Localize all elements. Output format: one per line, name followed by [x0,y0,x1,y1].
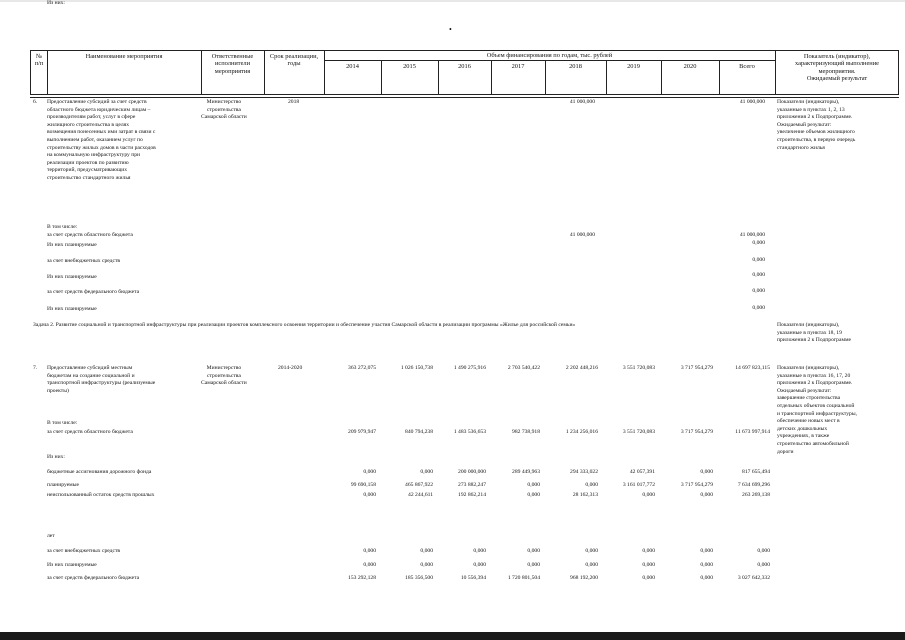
row7-line-value: 0,000 [642,492,655,498]
row7-line-label: бюджетные ассигнования дорожного фонда [47,469,152,475]
row7-line-value: 0,000 [363,492,376,498]
header-funding-title: Объем финансирования по годам, тыс. рублей [486,52,613,59]
row7-line-label: Из них: [47,0,65,6]
row7-line-value: 0,000 [585,548,598,554]
row7-line-value: 0,000 [420,469,433,475]
header-name: Наименование мероприятия [85,53,163,60]
row6-planned2: Из них планируемые [47,274,97,280]
task2-text: Задача 2. Развитие социальной и транспортной инфраструктуры при реализации проектов комплексного освоения территории и обеспечение участия Самарской области в реализации программы «Жилье для российской семьи» [33,322,576,328]
scan-edge-top [0,0,905,2]
row7-value-1: 1 026 150,738 [400,365,433,371]
row7-line-value: 3 551 720,083 [622,429,655,435]
row7-line-value: 465 867,922 [405,482,433,488]
header-num: № п/п [34,53,44,68]
row7-line-value: 1 234 256,016 [565,429,598,435]
row6-name: Предоставление субсидий за счет средств областного бюджета юридическим лицам – производителям работ, услуг в сфере жилищного строительства в целях возмещения понесенных ими затрат в связи с выполнением работ, оказанием услуг по строительству жилых домов в части расходов на коммунальную инфраструктуру при реализации проектов по развитию территорий, предусматривающих строительство стандартного жилья [47,99,156,181]
row7-line-value: 3 717 954,279 [680,482,713,488]
row7-line-value: 192 862,214 [458,492,486,498]
row6-extra-total: 0,000 [752,257,765,263]
row7-line-label: за счет внебюджетных средств [47,548,121,554]
row7-line-value: 0,000 [700,548,713,554]
row7-line-value: 0,000 [700,492,713,498]
header-year-2018: 2018 [569,63,582,70]
row7-line-value: 185 356,500 [405,575,433,581]
row7-line-value: 0,000 [642,548,655,554]
row7-line-value: 153 292,128 [348,575,376,581]
page-mark: • [449,25,452,34]
row7-line-value: 28 162,313 [572,492,598,498]
row6-planned2-total: 0,000 [752,272,765,278]
row6-federal: за счет средств федерального бюджета [47,289,140,295]
row7-line-value: 42 057,391 [629,469,655,475]
row7-line-label: лет [47,533,55,539]
header-year-2016: 2016 [458,63,471,70]
row6-federal-total: 0,000 [752,288,765,294]
row7-line-value: 3 717 954,279 [680,429,713,435]
row6-total: 41 000,000 [739,99,765,105]
header-year-2015: 2015 [403,63,416,70]
row6-2018: 41 000,000 [569,99,595,105]
row7-line-value: 0,000 [527,548,540,554]
row7-line-value: 3 161 017,772 [622,482,655,488]
table-header [30,50,899,95]
row7-value-0: 363 272,075 [348,365,376,371]
row7-line-value: 0,000 [363,548,376,554]
row7-line-value: 0,000 [420,548,433,554]
row7-line-value: 0,000 [527,492,540,498]
row6-extra: за счет внебюджетных средств [47,258,121,264]
row7-line-label: Из них планируемые [47,562,97,568]
row7-line-value: 0,000 [473,548,486,554]
header-year-2020: 2020 [683,63,697,70]
row7-line-value: 209 979,947 [348,429,376,435]
row7-line-value: 11 673 997,914 [735,429,770,435]
row7-line-value: 289 449,963 [512,469,540,475]
row7-line-value: 10 556,394 [460,575,486,581]
row7-term: 2014-2020 [278,365,303,371]
row6-planned: Из них планируемые [47,242,97,248]
row7-line-value: 200 000,000 [458,469,486,475]
row6-planned-total: 0,000 [752,240,765,246]
row7-line-value: 263 269,138 [742,492,770,498]
row7-line-value: 7 634 699,296 [737,482,770,488]
row7-line-value: 0,000 [363,562,376,568]
row7-line-value: 0,000 [642,562,655,568]
row6-regional-2018: 41 000,000 [569,232,595,238]
row6-regional: за счет средств областного бюджета [47,232,133,238]
row7-line-label: Из них: [47,454,65,460]
header-responsible: Ответственные исполнители мероприятия [211,53,254,75]
row7-line-value: 42 244,611 [408,492,433,498]
row6-regional-total: 41 000,000 [739,232,765,238]
row7-line-label: за счет средств областного бюджета [47,429,133,435]
row7-value-5: 3 551 720,083 [622,365,655,371]
header-total: Всего [739,63,755,70]
row7-line-label: за счет средств федерального бюджета [47,575,140,581]
row7-line-value: 0,000 [700,575,713,581]
row7-line-value: 273 882,247 [458,482,486,488]
row7-value-6: 3 717 954,279 [680,365,713,371]
row6-indicator: Показатели (индикаторы), указанные в пунктах 1, 2, 13 приложения 2 к Подпрограмме. Ожидаемый результат: увеличение объемов жилищного строительства, в первую очередь стандартного жилья [777,99,856,151]
row6-incl: В том числе: [47,224,78,230]
header-year-2014: 2014 [346,63,359,70]
row6-responsible: Министерство строительства Самарской области [201,99,247,121]
row7-line-value: 0,000 [700,469,713,475]
row7-line-value: 0,000 [527,482,540,488]
row7-line-value: 968 192,200 [570,575,598,581]
row7-responsible: Министерство строительства Самарской области [201,365,247,387]
row7-indicator: Показатели (индикаторы), указанные в пунктах 16, 17, 20 приложения 2 к Подпрограмме. Ожидаемый результат: завершение строительства отдельных объектов социальной и транспортной инфраструктуры, обеспечение новых мест в детских дошкольных учреждениях, в также строительство автомобильной дороги [777,365,857,455]
row7-line-value: 0,000 [700,562,713,568]
row7-line-value: 1 720 801,504 [507,575,540,581]
row7-line-value: 1 483 536,653 [453,429,486,435]
row7-line-value: 0,000 [527,562,540,568]
header-year-2019: 2019 [627,63,640,70]
scan-edge-bottom [0,632,905,640]
row7-line-label: планируемые [47,482,79,488]
row7-value-3: 2 703 540,422 [507,365,540,371]
row7-value-4: 2 202 448,216 [565,365,598,371]
row6-num: 6. [33,99,38,105]
row7-line-value: 0,000 [420,562,433,568]
row7-line-value: 99 690,158 [350,482,376,488]
row7-line-value: 840 794,238 [405,429,433,435]
header-indicator: Показатель (индикатор), характеризующий выполнение мероприятия. Ожидаемый результат [795,53,879,82]
task2-indicator: Показатели (индикаторы), указанные в пунктах 18, 19 приложения 2 к Подпрограмме [777,322,852,344]
row7-line-value: 982 738,918 [512,429,540,435]
row7-value-7: 14 697 823,115 [735,365,770,371]
row7-line-value: 3 027 642,332 [737,575,770,581]
row6-planned3: Из них планируемые [47,306,97,312]
header-separator [30,97,899,98]
header-year-2017: 2017 [511,63,525,70]
row7-line-label: неиспользованный остаток средств прошлых [47,492,155,498]
row7-line-value: 817 655,494 [742,469,770,475]
row7-line-value: 0,000 [757,548,770,554]
row7-line-value: 0,000 [363,469,376,475]
row7-line-value: 0,000 [642,575,655,581]
row6-planned3-total: 0,000 [752,305,765,311]
row7-line-label: В том числе: [47,420,78,426]
row7-num: 7. [33,365,38,371]
row6-term: 2018 [288,99,300,105]
row7-line-value: 0,000 [473,562,486,568]
row7-line-value: 0,000 [585,482,598,488]
row7-value-2: 1 490 275,916 [453,365,486,371]
row7-line-value: 294 333,022 [570,469,598,475]
row7-line-value: 0,000 [585,562,598,568]
header-term: Срок реализации, годы [269,53,319,68]
row7-name: Предоставление субсидий местным бюджетам на создание социальной и транспортной инфраструктуры (реализуемые проекты) [47,365,156,394]
row7-line-value: 0,000 [757,562,770,568]
